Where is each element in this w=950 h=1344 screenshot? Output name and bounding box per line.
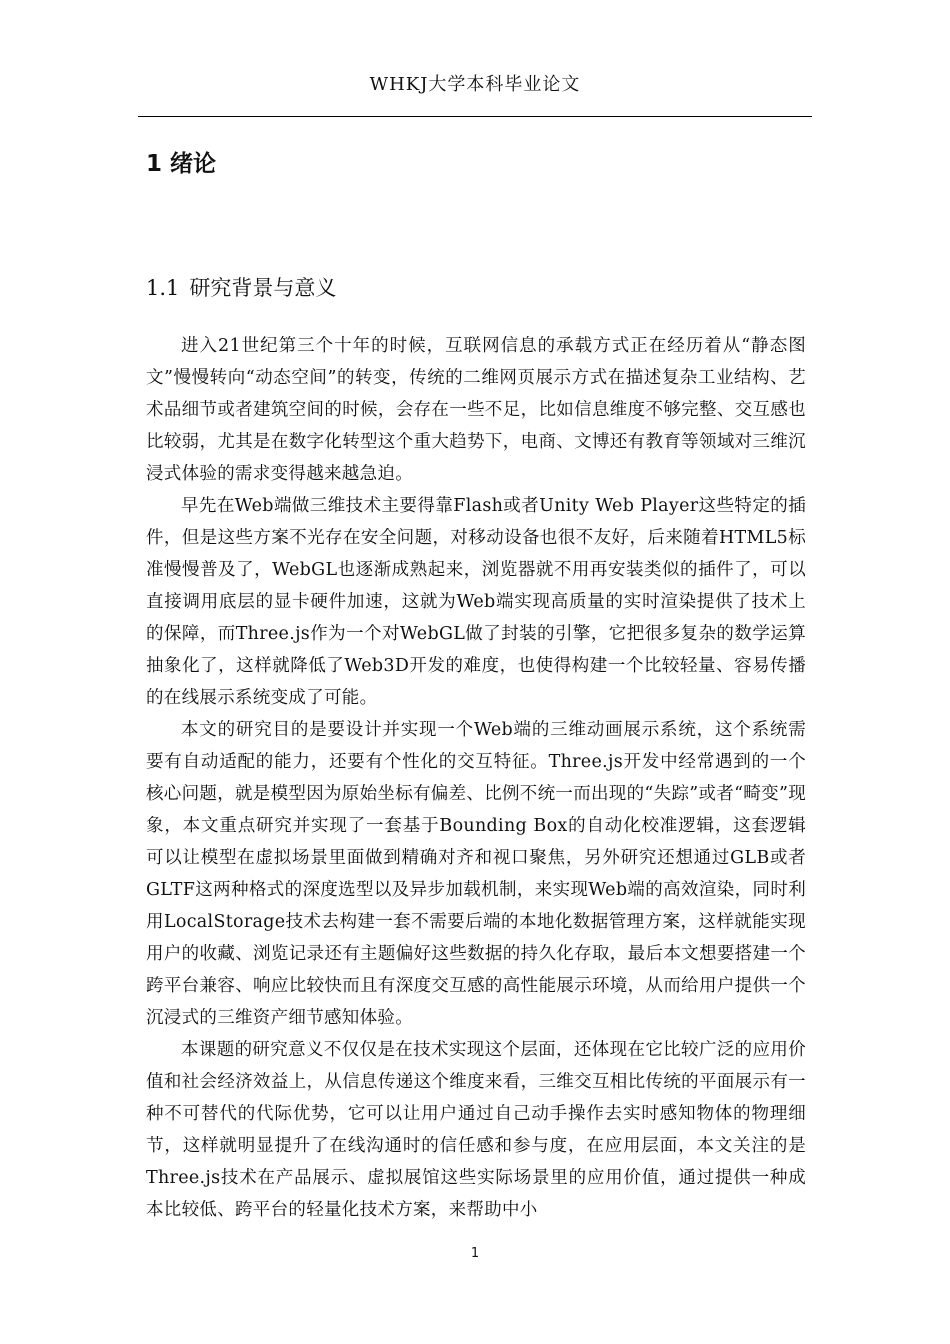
chapter-title: 1 绪论 xyxy=(146,151,217,177)
page-number: 1 xyxy=(470,1246,480,1261)
section-heading xyxy=(146,270,336,306)
section-number: 1.1 xyxy=(146,276,180,300)
paragraph-2: 早先在Web端做三维技术主要得靠Flash或者Unity Web Player这些特定的插件，但是这些方案不光存在安全问题，对移动设备也很不友好，后来随着HTML5标准慢慢普及了，WebGL也逐渐成熟起来，浏览器就不用再安装类似的插件了，可以直接调用底层的显卡硬件加速，这就为Web端实现高质量的实时渲染提供了技术上的保障，而Three.js作为一个对WebGL做了封装的引擎，它把很多复杂的数学运算抽象化了，这样就降低了Web3D开发的难度，也使得构建一个比较轻量、容易传播的在线展示系统变成了可能。 xyxy=(146,496,806,708)
running-header: WHKJ大学本科毕业论文 xyxy=(369,74,581,95)
paragraph-3: 本文的研究目的是要设计并实现一个Web端的三维动画展示系统，这个系统需要有自动适配的能力，还要有个性化的交互特征。Three.js开发中经常遇到的一个核心问题，就是模型因为原始坐标有偏差、比例不统一而出现的“失踪”或者“畸变”现象，本文重点研究并实现了一套基于Bounding Box的自动化校准逻辑，这套逻辑可以让模型在虚拟场景里面做到精确对齐和视口聚焦，另外研究还想通过GLB或者GLTF这两种格式的深度选型以及异步加载机制，来实现Web端的高效渲染，同时利用LocalStorage技术去构建一套不需要后端的本地化数据管理方案，这样就能实现用户的收藏、浏览记录还有主题偏好这些数据的持久化存取，最后本文想要搭建一个跨平台兼容、响应比较快而且有深度交互感的高性能展示环境，从而给用户提供一个沉浸式的三维资产细节感知体验。 xyxy=(146,720,806,1028)
section-title: 研究背景与意义 xyxy=(189,276,337,300)
header-rule xyxy=(138,116,812,117)
body-text xyxy=(146,330,806,1226)
paragraph-4: 本课题的研究意义不仅仅是在技术实现这个层面，还体现在它比较广泛的应用价值和社会经济效益上，从信息传递这个维度来看，三维交互相比传统的平面展示有一种不可替代的代际优势，它可以让用户通过自己动手操作去实时感知物体的物理细节，这样就明显提升了在线沟通时的信任感和参与度，在应用层面，本文关注的是Three.js技术在产品展示、虚拟展馆这些实际场景里的应用价值，通过提供一种成本比较低、跨平台的轻量化技术方案，来帮助中小 xyxy=(146,1040,806,1220)
paragraph-1: 进入21世纪第三个十年的时候，互联网信息的承载方式正在经历着从“静态图文”慢慢转向“动态空间”的转变，传统的二维网页展示方式在描述复杂工业结构、艺术品细节或者建筑空间的时候，会存在一些不足，比如信息维度不够完整、交互感也比较弱，尤其是在数字化转型这个重大趋势下，电商、文博还有教育等领域对三维沉浸式体验的需求变得越来越急迫。 xyxy=(146,336,806,484)
